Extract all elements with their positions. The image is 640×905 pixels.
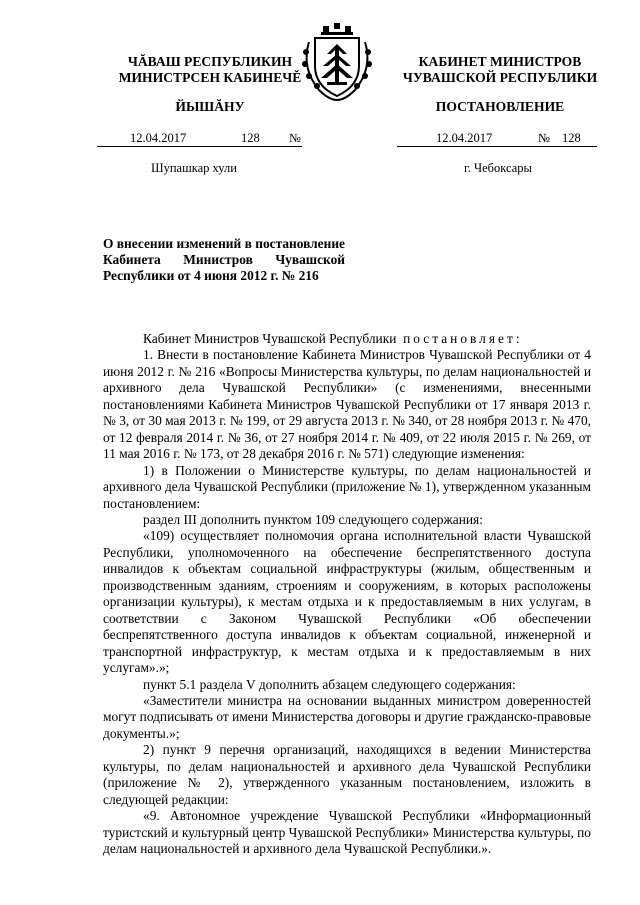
issuer-chuvash (100, 54, 320, 86)
issuer-chuvash-line1: ЧĂВАШ РЕСПУБЛИКИН (127, 54, 293, 69)
issuer-russian-line2: ЧУВАШСКОЙ РЕСПУБЛИКИ (402, 70, 598, 85)
paragraph-preamble (103, 331, 591, 347)
date-russian: 12.04.2017 (436, 131, 493, 145)
preamble-decree-word: постановляет: (403, 331, 523, 346)
paragraph-5: пункт 5.1 раздела V дополнить абзацем следующего содержания: (143, 676, 516, 692)
chuvashia-coat-of-arms-icon (297, 20, 377, 102)
city-chuvash: Шупашкар хули (151, 161, 237, 175)
paragraph-8: «9. Автономное учреждение Чувашской Республики «Информационный туристский и культурный центр Чувашской Республики» Министерства культуры, по делам национальностей и архивного дела Чувашской Республики.». (103, 808, 591, 857)
issuer-russian-line1: КАБИНЕТ МИНИСТРОВ (418, 54, 582, 69)
number-chuvash: 128 (241, 131, 260, 145)
paragraph-6: «Заместители министра на основании выданных министром доверенностей могут подписывать от имени Министерства договоры и другие гражданско-правовые документы.»; (103, 692, 591, 741)
number-line-chuvash (97, 146, 302, 147)
doc-type-chuvash: ЙЫШĂНУ (175, 99, 245, 114)
document-body (103, 331, 591, 858)
number-line-russian (397, 146, 597, 147)
preamble-text: Кабинет Министров Чувашской Республики (143, 331, 397, 346)
city-russian: г. Чебоксары (464, 161, 532, 175)
issuer-russian (385, 54, 615, 86)
issuer-chuvash-line2: МИНИСТРСЕН КАБИНЕЧĚ (118, 70, 302, 85)
paragraph-7: 2) пункт 9 перечня организаций, находящихся в ведении Министерства культуры, по делам национальностей и архивного дела Чувашской Республики (приложение № 2), утвержденного указанным постановлением, изложить в следующей редакции: (103, 742, 591, 807)
paragraph-4: «109) осуществляет полномочия органа исполнительной власти Чувашской Республики, уполномоченного на обеспечение беспрепятственного доступа инвалидов к объектам социальной инфраструктуры (жилым, общественным и производственным зданиям, строениям и сооружениям, в которых расположены организации культуры), к местам отдыха и к предоставляемым в них услугам, в соответствии с Законом Чувашской Республики «Об обеспечении беспрепятственного доступа инвалидов к объектам социальной, инженерной и транспортной инфраструктур, к местам отдыха и к предоставляемым в них услугам».»; (103, 528, 591, 676)
paragraph-1: 1. Внести в постановление Кабинета Министров Чувашской Республики от 4 июня 2012 г. № 216 «Вопросы Министерства культуры, по делам национальностей и архивного дела Чувашской Республики» (с изменениями, внесенными постановлениями Кабинета Министров Чувашской Республики от 17 января 2013 г. № 3, от 30 мая 2013 г. № 199, от 29 августа 2013 г. № 340, от 28 ноября 2013 г. № 470, от 12 февраля 2014 г. № 36, от 27 ноября 2014 г. № 409, от 22 июля 2015 г. № 269, от 11 мая 2016 г. № 173, от 28 декабря 2016 г. № 571) следующие изменения: (103, 347, 591, 462)
paragraph-2: 1) в Положении о Министерстве культуры, по делам национальностей и архивного дела Чувашской Республики (приложение № 1), утвержденном указанным постановлением: (103, 462, 591, 511)
date-chuvash: 12.04.2017 (130, 131, 187, 145)
number-russian: 128 (562, 131, 581, 145)
document-title: О внесении изменений в постановление Кабинета Министров Чувашской Республики от 4 июня 2012 г. № 216 (103, 236, 345, 284)
no-sign-chuvash: № (289, 131, 301, 145)
paragraph-3: раздел III дополнить пунктом 109 следующего содержания: (143, 511, 483, 527)
date-number-chuvash (130, 130, 186, 146)
no-sign-russian: № (538, 131, 550, 145)
doc-type-russian: ПОСТАНОВЛЕНИЕ (435, 99, 565, 114)
